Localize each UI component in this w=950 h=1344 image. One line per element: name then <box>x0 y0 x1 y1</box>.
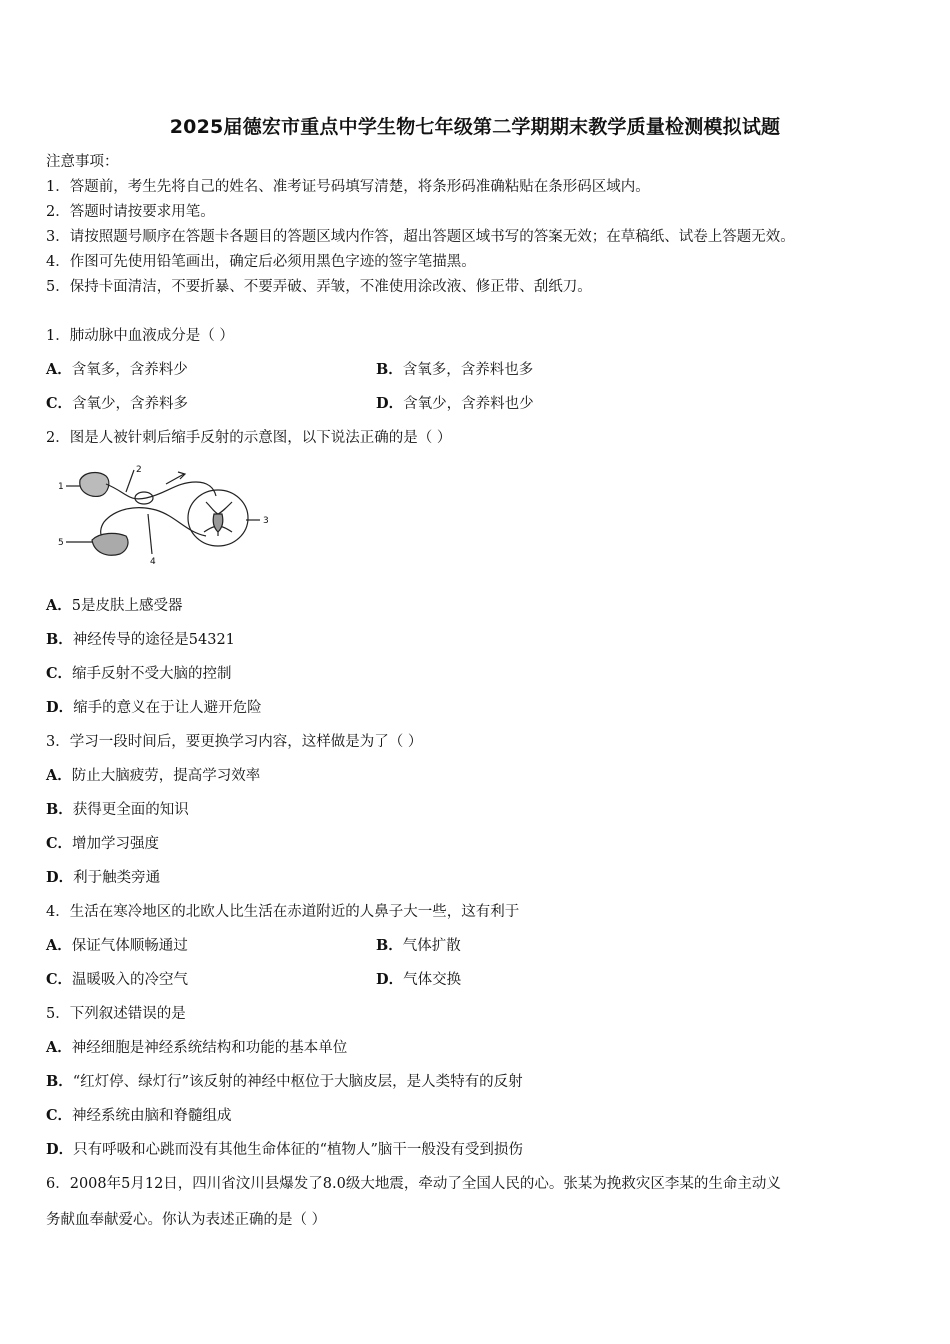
notice-item: 5．保持卡面清洁，不要折暴、不要弄破、弄皱，不准使用涂改液、修正带、刮纸刀。 <box>46 279 592 295</box>
reflex-arc-diagram <box>56 462 286 572</box>
option-d: D．缩手的意义在于让人避开危险 <box>46 699 262 716</box>
option-b: B．神经传导的途径是54321 <box>46 631 235 648</box>
figure-label-1: 1 <box>58 482 64 492</box>
option-d: D．含氧少，含养料也少 <box>376 395 534 412</box>
option-d: D．只有呼吸和心跳而没有其他生命体征的“植物人”脑干一般没有受到损伤 <box>46 1141 523 1158</box>
option-a: A．防止大脑疲劳，提高学习效率 <box>46 767 261 784</box>
option-c: C．神经系统由脑和脊髓组成 <box>46 1107 232 1124</box>
option-b: B．“红灯停、绿灯行”该反射的神经中枢位于大脑皮层，是人类特有的反射 <box>46 1073 523 1090</box>
figure-label-5: 5 <box>58 538 64 548</box>
option-c: C．增加学习强度 <box>46 835 160 852</box>
option-b: B．获得更全面的知识 <box>46 801 189 818</box>
question-stem: 1．肺动脉中血液成分是（ ） <box>46 328 234 344</box>
option-d: D．气体交换 <box>376 971 462 988</box>
question-stem: 4．生活在寒冷地区的北欧人比生活在赤道附近的人鼻子大一些，这有利于 <box>46 904 520 920</box>
notice-item: 2．答题时请按要求用笔。 <box>46 204 215 220</box>
figure-label-3: 3 <box>263 516 269 526</box>
question-stem: 5．下列叙述错误的是 <box>46 1006 186 1022</box>
option-b: B．含氧多，含养料也多 <box>376 361 534 378</box>
exam-title: 2025届德宏市重点中学生物七年级第二学期期末教学质量检测模拟试题 <box>169 116 781 138</box>
option-a: A．保证气体顺畅通过 <box>46 937 188 954</box>
notice-heading: 注意事项： <box>46 154 119 170</box>
option-c: C．温暖吸入的冷空气 <box>46 971 189 988</box>
question-stem: 2．图是人被针刺后缩手反射的示意图，以下说法正确的是（ ） <box>46 430 452 446</box>
question-stem-line-2: 务献血奉献爱心。你认为表述正确的是（ ） <box>46 1212 327 1228</box>
option-d: D．利于触类旁通 <box>46 869 161 886</box>
option-c: C．缩手反射不受大脑的控制 <box>46 665 232 682</box>
option-a: A．5是皮肤上感受器 <box>46 597 183 614</box>
question-stem-line-1: 6．2008年5月12日，四川省汶川县爆发了8.0级大地震，牵动了全国人民的心。张某为挽救灾区李某的生命主动义 <box>46 1176 781 1192</box>
question-stem: 3．学习一段时间后，要更换学习内容，这样做是为了（ ） <box>46 734 423 750</box>
option-a: A．含氧多，含养料少 <box>46 361 188 378</box>
option-b: B．气体扩散 <box>376 937 461 954</box>
notice-item: 1．答题前，考生先将自己的姓名、准考证号码填写清楚，将条形码准确粘贴在条形码区域内。 <box>46 179 650 195</box>
notice-item: 4．作图可先使用铅笔画出，确定后必须用黑色字迹的签字笔描黑。 <box>46 254 476 270</box>
figure-label-4: 4 <box>150 557 156 567</box>
option-a: A．神经细胞是神经系统结构和功能的基本单位 <box>46 1039 348 1056</box>
figure-label-2: 2 <box>136 465 142 475</box>
option-c: C．含氧少，含养料多 <box>46 395 189 412</box>
notice-item: 3．请按照题号顺序在答题卡各题目的答题区域内作答，超出答题区域书写的答案无效；在草稿纸、试卷上答题无效。 <box>46 229 795 245</box>
